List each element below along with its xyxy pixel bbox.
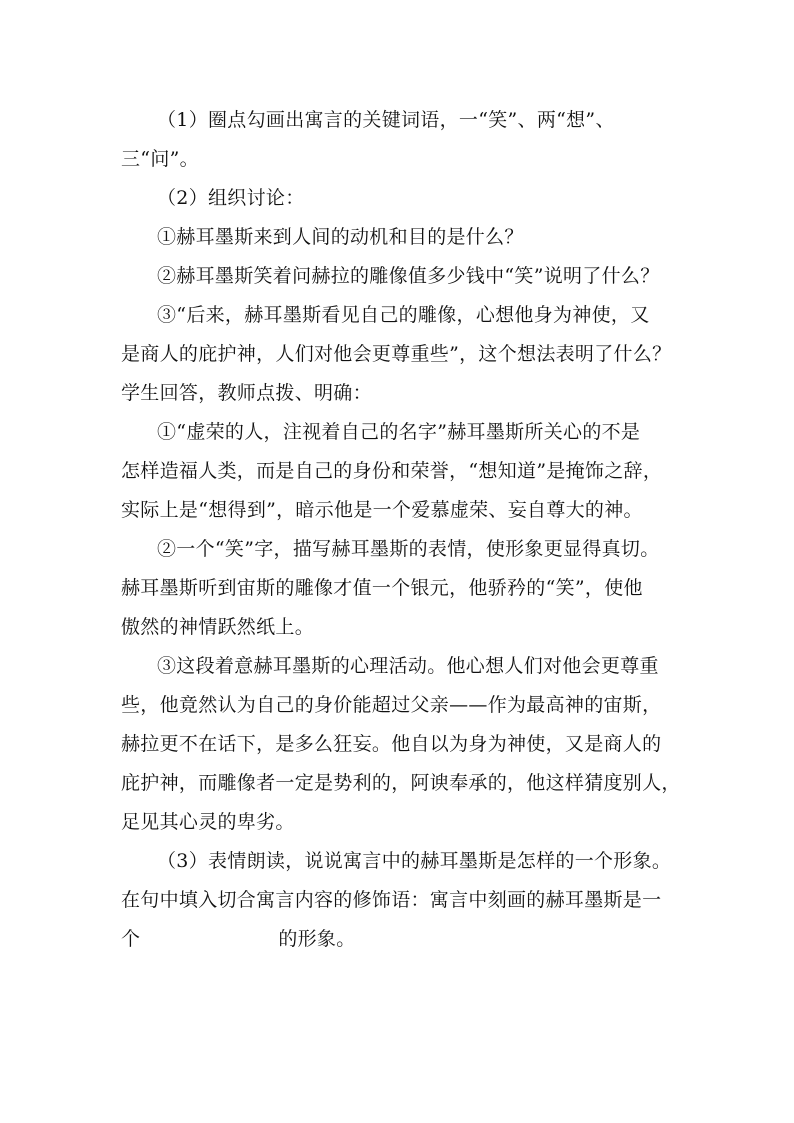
document-body [121, 101, 681, 959]
answer-3-line-2: 些，他竟然认为自己的身价能超过父亲——作为最高神的宙斯， [121, 694, 662, 716]
question-3-line-2: 在句中填入切合寓言内容的修饰语：寓言中刻画的赫耳墨斯是一 [121, 889, 662, 911]
question-2-heading: （2）组织讨论： [157, 187, 305, 209]
fill-in-blank[interactable] [140, 940, 278, 941]
answer-3-line-1: ③这段着意赫耳墨斯的心理活动。他心想人们对他会更尊重 [157, 655, 659, 677]
answer-2-line-2: 赫耳墨斯听到宙斯的雕像才值一个银元，他骄矜的“笑”，使他 [121, 577, 643, 599]
answer-1-line-1: ①“虚荣的人，注视着自己的名字”赫耳墨斯所关心的不是 [157, 421, 641, 443]
answer-1-line-2: 怎样造福人类，而是自己的身份和荣誉，“想知道”是掩饰之辞， [121, 460, 663, 482]
answer-2-line-1: ②一个“笑”字，描写赫耳墨斯的表情，使形象更显得真切。 [157, 538, 660, 560]
question-3-fill-line [121, 920, 677, 959]
question-1-line-2: 三“问”。 [121, 148, 199, 170]
discussion-item-3-line-3: 学生回答，教师点拨、明确： [121, 382, 372, 404]
question-1-line-1: （1）圈点勾画出寓言的关键词语，一“笑”、两“想”、 [157, 109, 615, 131]
question-3-line-1: （3）表情朗读，说说寓言中的赫耳墨斯是怎样的一个形象。 [157, 850, 672, 872]
discussion-item-1: ①赫耳墨斯来到人间的动机和目的是什么？ [157, 226, 524, 248]
answer-1-line-3: 实际上是“想得到”，暗示他是一个爱慕虚荣、妄自尊大的神。 [121, 499, 643, 521]
discussion-item-3-line-1: ③“后来，赫耳墨斯看见自己的雕像，心想他身为神使，又 [157, 304, 650, 326]
discussion-item-3-line-2: 是商人的庇护神，人们对他会更尊重些”，这个想法表明了什么？ [121, 343, 672, 365]
answer-3-line-5: 足见其心灵的卑劣。 [121, 811, 295, 833]
answer-3-line-4: 庇护神，而雕像者一定是势利的，阿谀奉承的，他这样猜度别人， [121, 772, 681, 794]
discussion-item-2: ②赫耳墨斯笑着问赫拉的雕像值多少钱中“笑”说明了什么？ [157, 265, 660, 287]
fill-line-start: 个 [121, 928, 141, 950]
answer-3-line-3: 赫拉更不在话下，是多么狂妄。他自以为身为神使，又是商人的 [121, 733, 662, 755]
answer-2-line-3: 傲然的神情跃然纸上。 [121, 616, 315, 638]
fill-line-end: 的形象。 [278, 928, 356, 950]
